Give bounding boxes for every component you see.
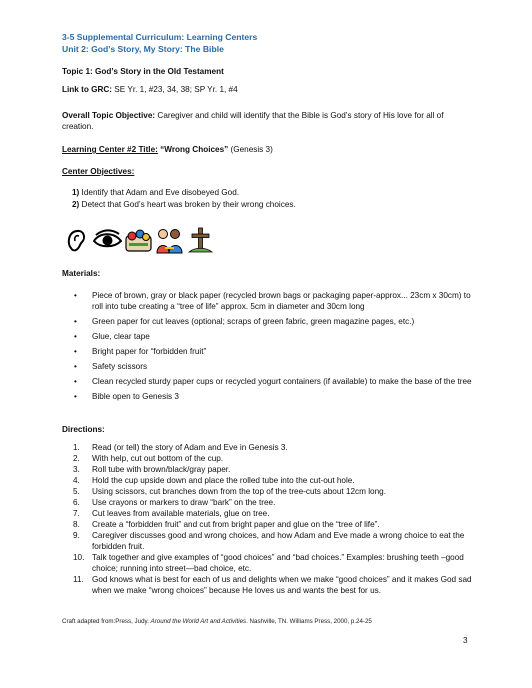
grc-label: Link to GRC:	[62, 85, 113, 94]
objective-text: Caregiver and child will identify that the Bible is God’s story of His love for all of creation.	[62, 111, 444, 131]
craft-supplies-icon	[124, 226, 153, 254]
center-objective-item: 1) Identify that Adam and Eve disobeyed God.	[72, 188, 240, 197]
list-item: 5. Using scissors, cut branches down from the top of the tree-cuts about 12cm long.	[73, 487, 386, 496]
list-item: • Safety scissors	[62, 361, 482, 372]
list-item: 1. Read (or tell) the story of Adam and Eve in Genesis 3.	[73, 443, 288, 452]
activity-icons	[62, 226, 215, 256]
directions-heading: Directions:	[62, 425, 105, 434]
curriculum-title: 3-5 Supplemental Curriculum: Learning Centers	[62, 32, 258, 42]
list-item: • Piece of brown, gray or black paper (recycled brown bags or packaging paper-approx... 23cm x 30cm) to roll into tube creating a “tree of life” approx. 5cm in diameter and 30cm long	[62, 290, 482, 312]
children-icon	[155, 226, 184, 254]
materials-list	[62, 290, 482, 406]
center-title-ref: (Genesis 3)	[228, 145, 273, 154]
list-item: • Clean recycled sturdy paper cups or recycled yogurt containers (if available) to make the base of the tree	[62, 376, 482, 387]
list-item: • Bible open to Genesis 3	[62, 391, 482, 402]
list-item: 6. Use crayons or markers to draw “bark” on the tree.	[73, 498, 276, 507]
overall-objective	[62, 110, 472, 132]
center-title-label: Learning Center #2 Title:	[62, 145, 158, 154]
materials-heading: Materials:	[62, 269, 101, 278]
list-item: 8. Create a “forbidden fruit” and cut from bright paper and glue on the “tree of life”.	[73, 520, 380, 529]
center-objectives-heading: Center Objectives:	[62, 167, 135, 176]
list-item: 11. God knows what is best for each of us and delights when we make “good choices” and it makes God sad when we make “wrong choices” because He loves us and wants the best for us.	[73, 575, 472, 595]
directions-list	[62, 442, 482, 596]
page-number: 3	[463, 636, 468, 645]
list-item: • Green paper for cut leaves (optional; scraps of green fabric, green magazine pages, etc.)	[62, 316, 482, 327]
unit-title: Unit 2: God’s Story, My Story: The Bible	[62, 44, 224, 54]
learning-center-title	[62, 144, 273, 155]
ear-icon	[62, 226, 91, 254]
list-item: 3. Roll tube with brown/black/gray paper.	[73, 465, 231, 474]
list-item: 4. Hold the cup upside down and place the rolled tube into the cut-out hole.	[73, 476, 355, 485]
list-item: 10. Talk together and give examples of “good choices” and “bad choices.” Examples: brushing teeth –good choice; running into street—bad choice, etc.	[73, 553, 464, 573]
list-item: 2. With help, cut out bottom of the cup.	[73, 454, 224, 463]
craft-citation: Craft adapted from:Press, Judy. Around the World Art and Activities. Nashville, TN. Williams Press, 2000, p.24-25	[62, 618, 372, 625]
eye-icon	[93, 226, 122, 254]
list-item: • Glue, clear tape	[62, 331, 482, 342]
grc-link	[62, 84, 238, 95]
list-item: 9. Caregiver discusses good and wrong choices, and how Adam and Eve made a wrong choice to eat the forbidden fruit.	[73, 531, 465, 551]
book-title: Around the World Art and Activities	[150, 618, 247, 625]
list-item: • Bright paper for “forbidden fruit”	[62, 346, 482, 357]
center-title-name: “Wrong Choices”	[160, 145, 229, 154]
objective-label: Overall Topic Objective:	[62, 111, 156, 120]
grc-text: SE Yr. 1, #23, 34, 38; SP Yr. 1, #4	[112, 85, 238, 94]
list-item: 7. Cut leaves from available materials, glue on tree.	[73, 509, 270, 518]
topic-title: Topic 1: God’s Story in the Old Testament	[62, 67, 224, 76]
cross-icon	[186, 226, 215, 254]
center-objective-item: 2) Detect that God’s heart was broken by their wrong choices.	[72, 200, 296, 209]
